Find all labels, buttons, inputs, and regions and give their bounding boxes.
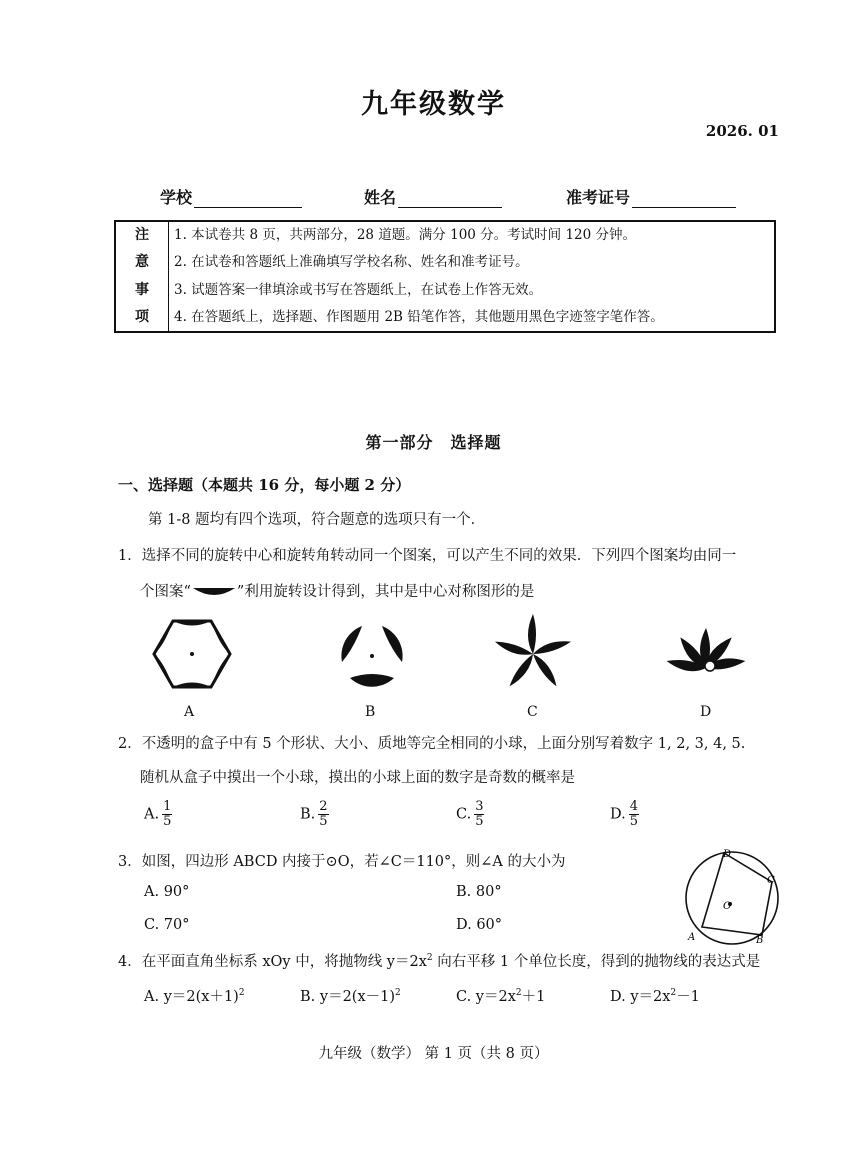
option-exponent: 2: [395, 988, 401, 999]
vertex-label: A: [688, 932, 696, 943]
option-tail: －1: [676, 989, 700, 1005]
figure-b-label: B: [365, 704, 376, 720]
option-exponent: 2: [670, 988, 677, 999]
fraction-numerator: 1: [163, 799, 172, 814]
exam-date: 2026. 01: [705, 122, 779, 140]
page-footer: 九年级（数学） 第 1 页（共 8 页）: [318, 1046, 549, 1062]
fraction-numerator: 4: [629, 799, 638, 814]
vertex-label: C: [767, 875, 775, 886]
option-letter: B.: [300, 806, 316, 823]
section-heading: 一、选择题（本题共 16 分，每小题 2 分）: [118, 476, 411, 494]
option-exponent: 2: [238, 988, 245, 999]
notice-labels: [116, 222, 169, 331]
figure-c-label: C: [527, 704, 538, 720]
q3-option-a: A. 90°: [144, 884, 190, 900]
option-text: B. y＝2(x－1): [300, 989, 396, 1005]
figure-d-label: D: [700, 704, 712, 720]
vertex-label: O: [723, 901, 732, 912]
ticket-field: [566, 185, 736, 208]
school-field: [160, 185, 302, 208]
ticket-label: 准考证号: [566, 188, 631, 207]
fraction-denominator: 5: [629, 814, 638, 829]
notice-box: [114, 220, 776, 333]
notice-item: 4. 在答题纸上，选择题、作图题用 2B 铅笔作答，其他题用黑色字迹签字笔作答。: [174, 308, 664, 325]
option-text: D. y＝2x: [610, 989, 671, 1005]
notice-label: 意: [135, 254, 149, 271]
q1-line2: [140, 580, 534, 601]
q2-option-a: [144, 800, 172, 829]
q3-stem: 3．如图，四边形 ABCD 内接于⊙O，若∠C＝110°，则∠A 的大小为: [118, 854, 566, 870]
q4-stem-a: 4．在平面直角坐标系 xOy 中，将抛物线 y＝2x: [118, 954, 427, 970]
q3-option-b: B. 80°: [456, 884, 502, 900]
q2-line2: 随机从盒子中摸出一个小球，摸出的小球上面的数字是奇数的概率是: [140, 770, 575, 786]
q2-line1: 2．不透明的盒子中有 5 个形状、大小、质地等完全相同的小球，上面分别写着数字 1, 2, 3, 4, 5.: [118, 736, 746, 752]
notice-item: 3. 试题答案一律填涂或书写在答题纸上，在试卷上作答无效。: [174, 281, 543, 298]
figure-d-fan-icon: [658, 622, 754, 688]
q3-option-c: C. 70°: [144, 917, 190, 933]
fraction-numerator: 3: [475, 799, 484, 814]
vertex-label: B: [756, 935, 764, 946]
option-letter: A.: [144, 806, 160, 823]
notice-label: 事: [135, 281, 149, 298]
school-label: 学校: [160, 188, 193, 207]
q4-option-c: [456, 985, 545, 1006]
option-letter: C.: [456, 806, 472, 823]
q3-option-d: D. 60°: [456, 917, 503, 933]
q3-circle-diagram: [680, 846, 784, 950]
section-note: 第 1-8 题均有四个选项，符合题意的选项只有一个．: [148, 512, 486, 528]
name-field: [364, 185, 502, 208]
q2-option-b: [300, 800, 329, 829]
q4-option-a: [144, 985, 245, 1006]
option-tail: ＋1: [521, 989, 546, 1005]
fraction-denominator: 5: [319, 814, 328, 829]
option-letter: D.: [610, 806, 626, 823]
name-label: 姓名: [364, 188, 397, 207]
q1-line1: 1．选择不同的旋转中心和旋转角转动同一个图案，可以产生不同的效果．下列四个图案均由同一: [118, 548, 737, 564]
name-blank: [398, 191, 502, 208]
fraction-denominator: 5: [475, 814, 484, 829]
figure-c-pinwheel-icon: [488, 612, 578, 696]
q2-option-c: [456, 800, 484, 829]
notice-item: 1. 本试卷共 8 页，共两部分，28 道题。满分 100 分。考试时间 120 分钟。: [174, 227, 637, 243]
school-blank: [194, 191, 302, 208]
q4-stem: [118, 950, 760, 971]
figure-b-triangle-icon: [334, 618, 410, 694]
fraction-numerator: 2: [319, 799, 328, 814]
option-text: A. y＝2(x＋1): [144, 989, 239, 1005]
option-text: C. y＝2x: [456, 989, 516, 1005]
notice-label: 注: [135, 227, 149, 243]
q1-line2b: ”利用旋转设计得到，其中是中心对称图形的是: [236, 584, 535, 600]
part-heading: 第一部分 选择题: [365, 433, 502, 452]
q4-option-d: [610, 985, 700, 1006]
option-exponent: 2: [515, 988, 522, 999]
petal-motif-icon: [191, 585, 237, 599]
q2-option-d: [610, 800, 639, 829]
exam-title: 九年级数学: [361, 89, 506, 120]
notice-label: 项: [135, 308, 149, 325]
q4-stem-b: 向右平移 1 个单位长度，得到的抛物线的表达式是: [432, 954, 761, 970]
ticket-blank: [632, 191, 736, 208]
q1-line2a: 个图案“: [140, 584, 191, 600]
figure-a-label: A: [184, 704, 195, 720]
figure-a-hexagon-icon: [146, 612, 240, 696]
quadrilateral-abcd: [702, 853, 772, 935]
vertex-label: D: [723, 849, 732, 860]
fraction-denominator: 5: [163, 814, 172, 829]
q4-option-b: [300, 985, 401, 1006]
q4-stem-exponent: 2: [426, 953, 433, 964]
notice-item: 2. 在试卷和答题纸上准确填写学校名称、姓名和准考证号。: [174, 254, 529, 271]
notice-items: [174, 222, 664, 331]
